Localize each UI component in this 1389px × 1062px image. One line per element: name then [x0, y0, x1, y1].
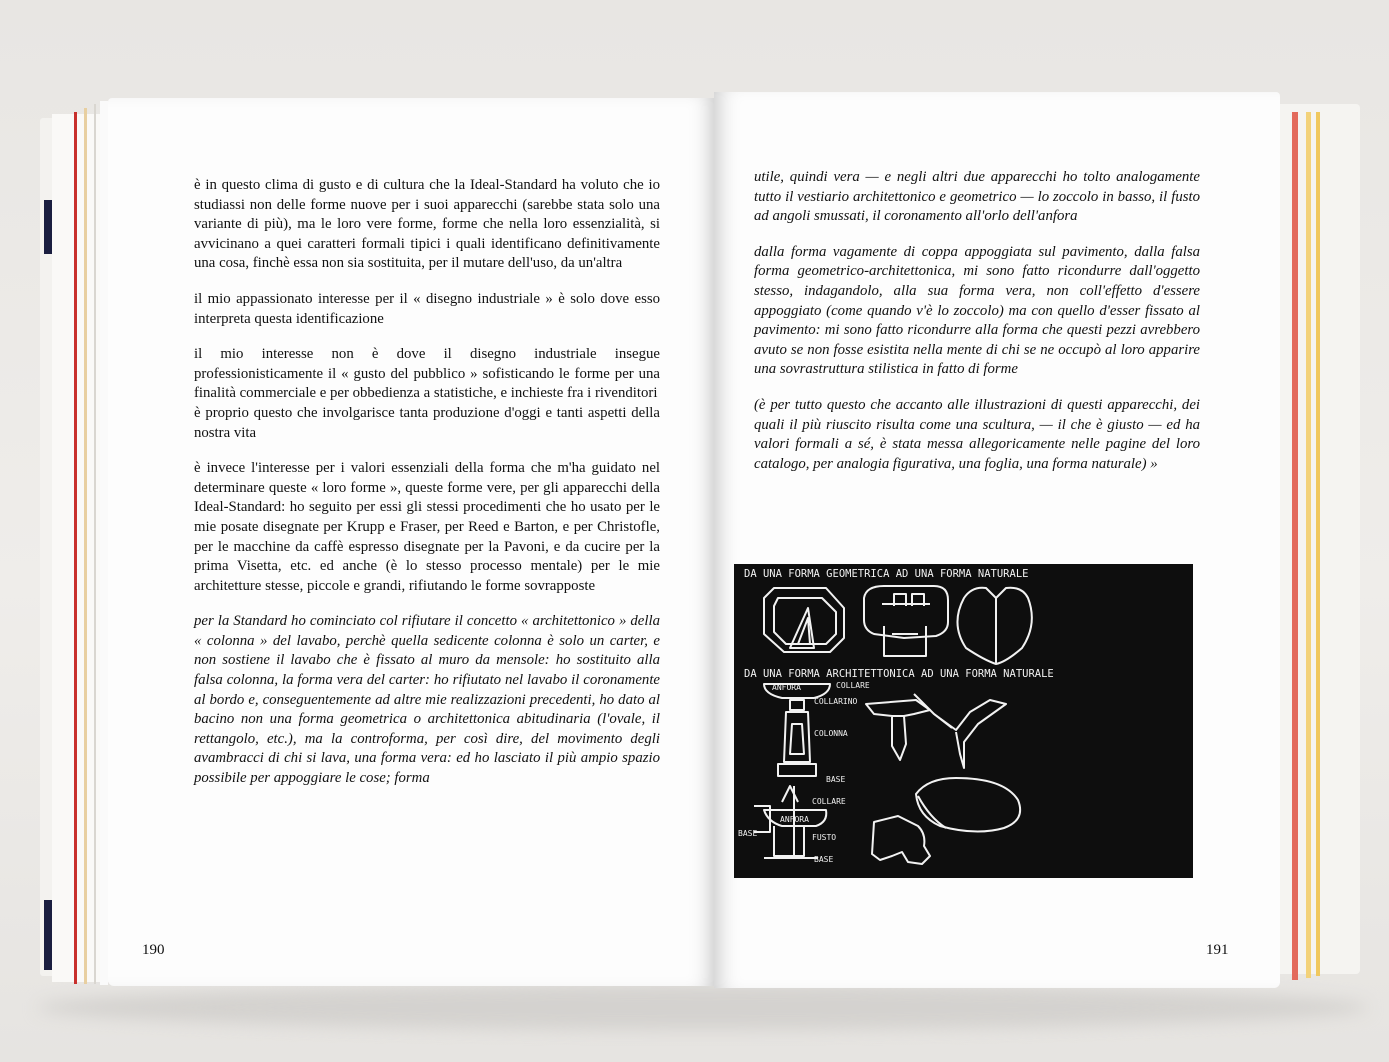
paragraph: dalla forma vagamente di coppa appoggiata sul pavimento, dalla falsa forma geometrico-architettonica, mi sono fatto ricondurre dall'oggetto stesso, indagandolo, alla sua forma vera, non coll'effetto d'essere appoggiato (come quando v'è lo zoccolo) ma con quello d'esser fissato al pavimento: mi sono fatto ricondurre alla forma che questi pezzi avrebbero avuto se non fosse esistita nella mente di chi se ne occupò al loro apparire una sovrastruttura stilistica in fatto di forme: [754, 243, 1200, 378]
sketch-row-1: [764, 586, 1032, 664]
right-page-text: [754, 168, 1200, 474]
paragraph: (è per tutto questo che accanto alle illustrazioni di questi apparecchi, dei quali il più riuscito risulta come una scultura, — il che è giusto — ed ha valori formali a sé, è stata messa allegoricamente nelle pagine del loro catalogo, per analogia figurativa, una foglia, una forma naturale) »: [754, 396, 1200, 472]
paragraph: per la Standard ho cominciato col rifiutare il concetto « architettonico » della « colonna » del lavabo, perchè quella sedicente colonna è solo un carter, e non sostiene il lavabo che è fissato al muro da mensole: ho sostituito alla falsa colonna, la forma vera del carter: ho rifiutato nel lavabo il coronamente al bordo e, conseguentemente ad altre mie realizzazioni precedenti, ho dato al bacino non una forma geometrica o architettonica abitudinaria (l'ovale, il rettangolo, etc.), ma la controforma, per così dire, del movimento degli avambracci di chi si lava, una forma vera: ed ho lasciato il più ampio spazio possibile per appoggiare le cose; forma: [194, 613, 660, 787]
paragraph: il mio interesse non è dove il disegno industriale insegue professionisticamente il « gusto del pubblico » sofisticando le forme per una finalità commerciale e per obbedienza a statistiche, e inchieste fra i rivenditori: [194, 346, 660, 402]
right-page: [714, 92, 1280, 988]
sketch-row-2: [764, 684, 1006, 776]
left-page: [108, 98, 716, 986]
right-yellow-stripe: [1306, 112, 1311, 978]
left-page-text: [194, 176, 660, 789]
paragraph: è in questo clima di gusto e di cultura che la Ideal-Standard ha voluto che io studiassi non delle forme nuove per i suoi apparecchi (sarebbe stata solo una variante di più), ma le loro vere forme, forme che nella loro essenzialità, si avvicinano a quei caratteri formali tipici i quali identificano definitivamente una cosa, finchè essa non sia sostituita, per il mutare dell'uso, da un'altra: [194, 177, 660, 272]
sketch-label: BASE: [738, 829, 758, 838]
sketch-label: ANFORA: [780, 815, 809, 824]
paragraph: utile, quindi vera — e negli altri due apparecchi ho tolto analogamente tutto il vestiario architettonico e geometrico — lo zoccolo in basso, il fusto ad angoli smussati, il coronamento all'orlo dell'anfora: [754, 169, 1200, 225]
left-red-stripe: [74, 112, 77, 984]
sketch-label: COLLARE: [812, 797, 846, 806]
sketch-label: COLLARINO: [814, 697, 858, 706]
sketch-label: BASE: [826, 775, 846, 784]
paragraph: è proprio questo che involgarisce tanta produzione d'oggi e tanti aspetti della nostra vita: [194, 404, 660, 441]
sketch-label: COLONNA: [814, 729, 848, 738]
page-number: 190: [142, 942, 165, 958]
sketch-svg: [734, 564, 1193, 878]
sketch-illustration: [734, 564, 1193, 878]
page-number: 191: [1206, 942, 1229, 958]
sketch-label: BASE: [814, 855, 834, 864]
sketch-label: FUSTO: [812, 833, 837, 842]
sketch-label: ANFORA: [772, 683, 801, 692]
paragraph: è invece l'interesse per i valori essenziali della forma che m'ha guidato nel determinare queste « loro forme », queste forme vere, per gli apparecchi della Ideal-Standard: ho seguito per essi gli stessi procedimenti che ho usato per le mie posate disegnate per Krupp e Fraser, per Reed e Barton, e per Christofle, per le macchine da caffè espresso disegnate per la Pavoni, e da cucire per la prima Visetta, etc. ed anche (è lo stesso processo mentale) per le mie architetture stesse, piccole e grandi, rifiutando le forme sovrapposte: [194, 460, 660, 594]
drawing-title: DA UNA FORMA GEOMETRICA AD UNA FORMA NATURALE: [744, 568, 1029, 580]
book-shadow: [38, 985, 1368, 1030]
paragraph: il mio appassionato interesse per il « disegno industriale » è solo dove esso interpreta questa identificazione: [194, 290, 660, 327]
sketch-label: COLLARE: [836, 681, 870, 690]
drawing-title: DA UNA FORMA ARCHITETTONICA AD UNA FORMA NATURALE: [744, 668, 1054, 680]
